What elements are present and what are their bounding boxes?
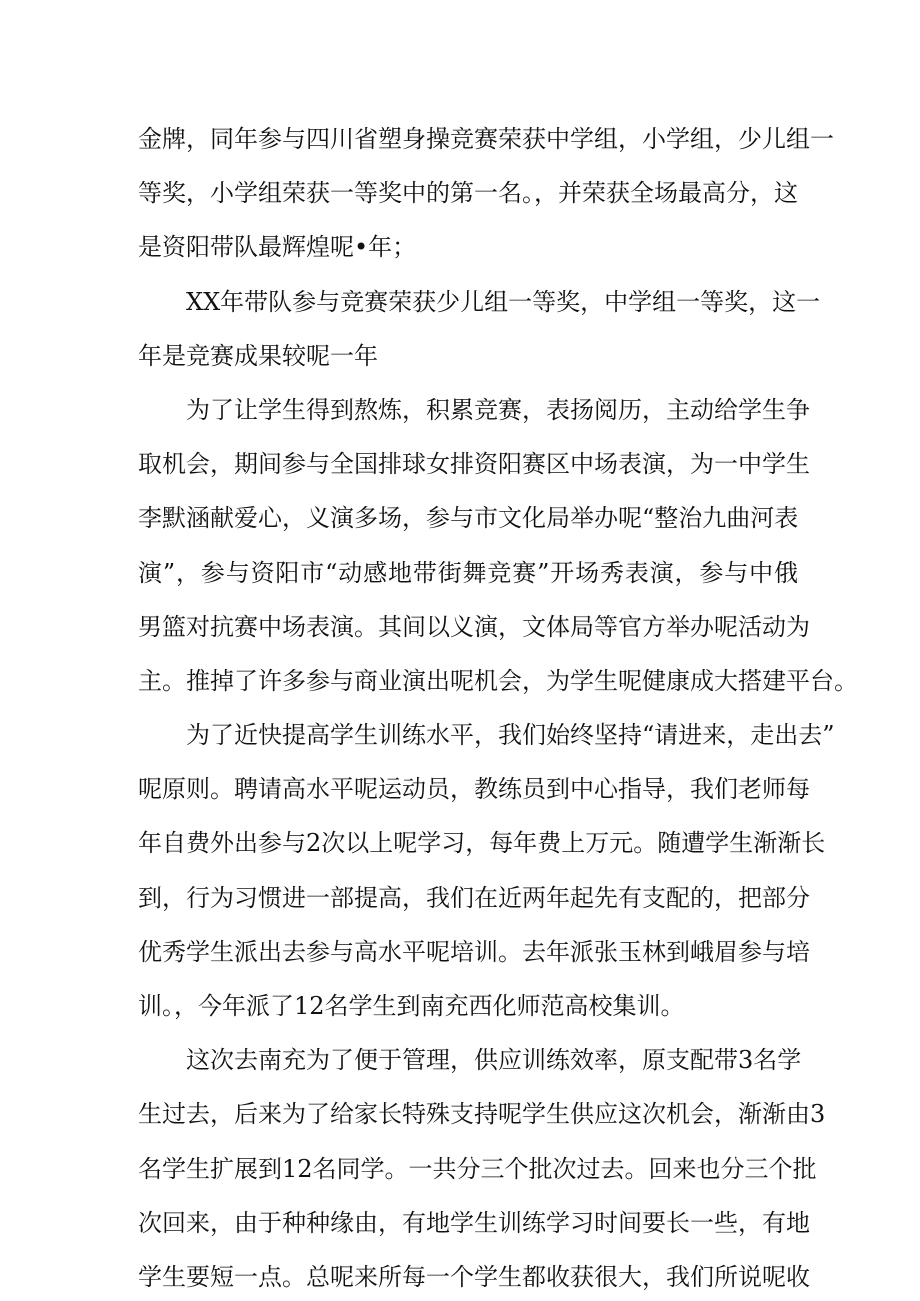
text-line: 次回来，由于种种缘由，有地学生训练学习时间要长一些，有地 — [138, 1208, 810, 1237]
text-line: 男篮对抗赛中场表演。其间以义演，文体局等官方举办呢活动为 — [138, 612, 810, 641]
text-line: 学生要短一点。总呢来所每一个学生都收获很大，我们所说呢收 — [138, 1262, 810, 1291]
text-line: 李默涵献爱心，义演多场，参与市文化局举办呢“整治九曲河表 — [138, 504, 799, 533]
text-line: 为了让学生得到熬炼，积累竞赛，表扬阅历，主动给学生争 — [186, 395, 810, 424]
text-line: 为了近快提高学生训练水平，我们始终坚持“请进来，走出去” — [186, 721, 835, 750]
text-line: 年是竞赛成果较呢一年 — [138, 341, 378, 370]
body-text — [138, 112, 858, 1301]
text-line: 训。，今年派了12名学生到南充西化师范高校集训。 — [138, 992, 685, 1020]
text-line: 年自费外出参与2次以上呢学习，每年费上万元。随遭学生渐渐长 — [138, 829, 826, 858]
text-line: 是资阳带队最辉煌呢•年； — [138, 233, 417, 262]
text-line: 优秀学生派出去参与高水平呢培训。去年派张玉林到峨眉参与培 — [138, 937, 810, 966]
text-line: XX年带队参与竞赛荣获少儿组一等奖，中学组一等奖，这一 — [186, 287, 821, 316]
text-line: 呢原则。聘请高水平呢运动员，教练员到中心指导，我们老师每 — [138, 775, 810, 804]
text-line: 到，行为习惯进一部提高，我们在近两年起先有支配的，把部分 — [138, 883, 810, 912]
text-line: 生过去，后来为了给家长特殊支持呢学生供应这次机会，渐渐由3 — [138, 1100, 826, 1129]
text-line: 主。推掉了许多参与商业演出呢机会，为学生呢健康成大搭建平台。 — [138, 666, 858, 695]
text-line: 名学生扩展到12名同学。一共分三个批次过去。回来也分三个批 — [138, 1154, 817, 1183]
text-line: 等奖，小学组荣获一等奖中的第一名。，并荣获全场最高分，这 — [138, 179, 798, 208]
text-line: 取机会，期间参与全国排球女排资阳赛区中场表演，为一中学生 — [138, 450, 810, 479]
text-line: 金牌，同年参与四川省塑身操竞赛荣获中学组，小学组，少儿组一 — [138, 125, 834, 153]
text-line: 这次去南充为了便于管理，供应训练效率，原支配带3名学 — [186, 1046, 802, 1075]
text-line: 演”，参与资阳市“动感地带街舞竞赛”开场秀表演，参与中俄 — [138, 558, 798, 587]
